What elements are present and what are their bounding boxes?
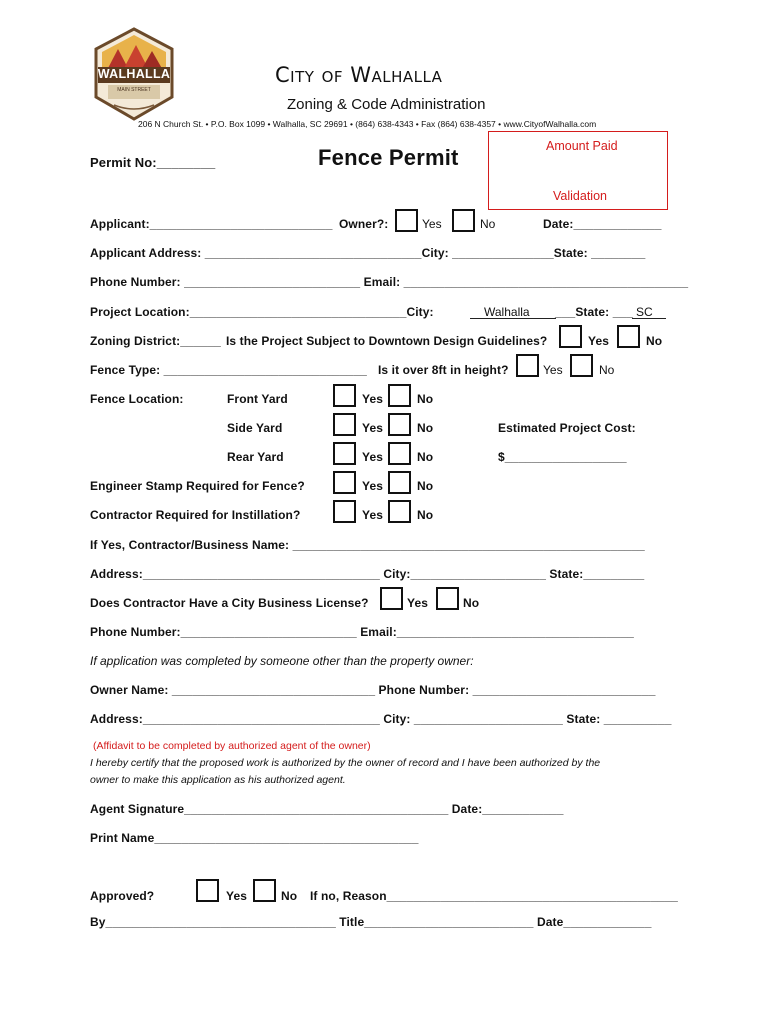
rear-yard-yes-checkbox[interactable] <box>333 442 356 465</box>
contractor-yes-label: Yes <box>362 508 383 522</box>
affidavit-line-2: owner to make this application as his authorized agent. <box>90 774 346 786</box>
approved-label: Approved? <box>90 889 155 903</box>
contractor-required-question: Contractor Required for Instillation? <box>90 508 301 522</box>
height-yes-checkbox[interactable] <box>516 354 539 377</box>
height-no-checkbox[interactable] <box>570 354 593 377</box>
engineer-yes-label: Yes <box>362 479 383 493</box>
affidavit-heading: (Affidavit to be completed by authorized agent of the owner) <box>93 740 371 752</box>
contractor-no-label: No <box>417 508 434 522</box>
side-yard-yes-checkbox[interactable] <box>333 413 356 436</box>
downtown-question: Is the Project Subject to Downtown Design Guidelines? <box>226 334 548 348</box>
side-yard-yes-label: Yes <box>362 421 383 435</box>
business-license-question: Does Contractor Have a City Business License? <box>90 596 369 610</box>
permit-no-field[interactable]: Permit No:________ <box>90 155 216 170</box>
estimated-cost-field[interactable]: $__________________ <box>498 450 627 464</box>
fence-location-label: Fence Location: <box>90 392 184 406</box>
contractor-phone-email-field[interactable]: Phone Number:__________________________ Email:___________________________________ <box>90 625 634 639</box>
front-yard-no-checkbox[interactable] <box>388 384 411 407</box>
rear-yard-yes-label: Yes <box>362 450 383 464</box>
downtown-no-checkbox[interactable] <box>617 325 640 348</box>
validation-label: Validation <box>553 189 607 203</box>
front-yard-label: Front Yard <box>227 392 288 406</box>
license-no-checkbox[interactable] <box>436 587 459 610</box>
height-question: Is it over 8ft in height? <box>378 363 509 377</box>
amount-paid-label: Amount Paid <box>546 139 618 153</box>
front-yard-no-label: No <box>417 392 434 406</box>
fence-type-field[interactable]: Fence Type: ______________________________ <box>90 363 367 377</box>
city-title: City of Walhalla <box>275 63 443 87</box>
engineer-stamp-question: Engineer Stamp Required for Fence? <box>90 479 305 493</box>
approved-yes-checkbox[interactable] <box>196 879 219 902</box>
owner-no-checkbox[interactable] <box>452 209 475 232</box>
owner-label: Owner?: <box>339 217 389 231</box>
owner-name-phone-field[interactable]: Owner Name: ______________________________ Phone Number: ___________________________ <box>90 683 656 697</box>
rear-yard-no-checkbox[interactable] <box>388 442 411 465</box>
print-name-field[interactable]: Print Name_______________________________________ <box>90 831 419 845</box>
rear-yard-no-label: No <box>417 450 434 464</box>
project-state-label: ___State: ___ <box>555 305 634 319</box>
affidavit-line-1: I hereby certify that the proposed work is authorized by the owner of record and I have been authorized by the <box>90 757 601 769</box>
date-field[interactable]: Date:_____________ <box>543 217 662 231</box>
engineer-yes-checkbox[interactable] <box>333 471 356 494</box>
license-yes-checkbox[interactable] <box>380 587 403 610</box>
engineer-no-checkbox[interactable] <box>388 471 411 494</box>
contractor-address-field[interactable]: Address:___________________________________ City:____________________ State:_________ <box>90 567 645 581</box>
form-title: Fence Permit <box>318 145 459 170</box>
front-yard-yes-label: Yes <box>362 392 383 406</box>
owner-yes-label: Yes <box>422 217 442 231</box>
city-logo <box>92 27 176 121</box>
front-yard-yes-checkbox[interactable] <box>333 384 356 407</box>
approved-no-label: No <box>281 889 298 903</box>
owner-no-label: No <box>480 217 496 231</box>
other-than-owner-note: If application was completed by someone other than the property owner: <box>90 654 474 668</box>
estimated-cost-label: Estimated Project Cost: <box>498 421 636 435</box>
contractor-yes-checkbox[interactable] <box>333 500 356 523</box>
phone-email-field[interactable]: Phone Number: __________________________ Email: __________________________________________ <box>90 275 689 289</box>
license-no-label: No <box>463 596 480 610</box>
contractor-name-field[interactable]: If Yes, Contractor/Business Name: ____________________________________________________ <box>90 538 645 552</box>
address-line: 206 N Church St. • P.O. Box 1099 • Walhalla, SC 29691 • (864) 638-4343 • Fax (864) 638-4357 • www.CityofWalhalla.com <box>138 119 597 129</box>
zoning-district-field[interactable]: Zoning District:______ <box>90 334 221 348</box>
approved-no-checkbox[interactable] <box>253 879 276 902</box>
owner-address-field[interactable]: Address:___________________________________ City: ______________________ State: __________ <box>90 712 672 726</box>
project-location-field[interactable]: Project Location:________________________________City: <box>90 305 434 319</box>
height-yes-label: Yes <box>543 363 563 377</box>
side-yard-no-label: No <box>417 421 434 435</box>
department-name: Zoning & Code Administration <box>287 96 486 113</box>
license-yes-label: Yes <box>407 596 428 610</box>
side-yard-label: Side Yard <box>227 421 283 435</box>
approved-yes-label: Yes <box>226 889 247 903</box>
downtown-yes-checkbox[interactable] <box>559 325 582 348</box>
project-city-value: Walhalla <box>484 305 530 319</box>
downtown-yes-label: Yes <box>588 334 609 348</box>
rear-yard-label: Rear Yard <box>227 450 284 464</box>
by-title-date-field[interactable]: By__________________________________ Title_________________________ Date_____________ <box>90 915 652 929</box>
engineer-no-label: No <box>417 479 434 493</box>
side-yard-no-checkbox[interactable] <box>388 413 411 436</box>
contractor-no-checkbox[interactable] <box>388 500 411 523</box>
applicant-address-field[interactable]: Applicant Address: ________________________________City: _______________State: ________ <box>90 246 646 260</box>
project-state-underline <box>632 318 666 319</box>
owner-yes-checkbox[interactable] <box>395 209 418 232</box>
logo-subtext: MAIN STREET <box>117 87 151 93</box>
logo-text: WALHALLA <box>97 67 171 81</box>
height-no-label: No <box>599 363 615 377</box>
project-state-value: SC <box>636 305 653 319</box>
downtown-no-label: No <box>646 334 663 348</box>
agent-signature-field[interactable]: Agent Signature_______________________________________ Date:____________ <box>90 802 564 816</box>
if-no-reason-field[interactable]: If no, Reason___________________________________________ <box>310 889 678 903</box>
project-city-underline <box>470 318 556 319</box>
applicant-field[interactable]: Applicant:___________________________ <box>90 217 333 231</box>
